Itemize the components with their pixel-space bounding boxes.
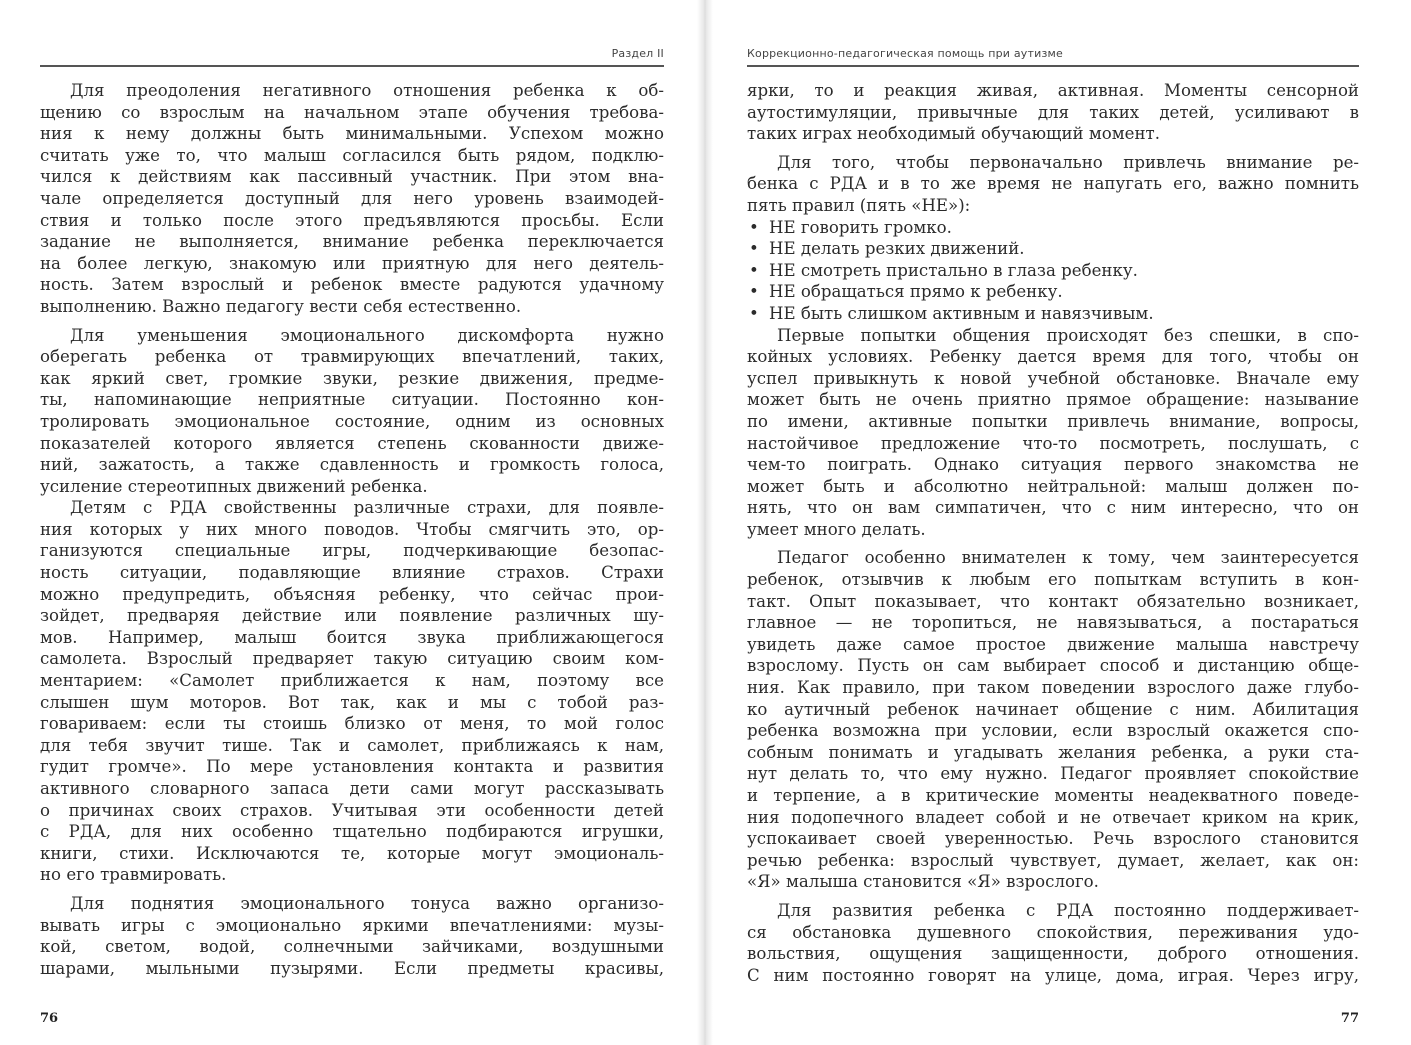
text-line: Для уменьшения эмоционального дискомфорта нужно	[70, 325, 664, 345]
text-line: пять правил (пять «НЕ»):	[747, 195, 971, 215]
text-line: главное — не торопиться, не навязываться, а постараться	[747, 613, 1359, 633]
text-line: ребенок, отзывчив к любым его попыткам вступить в кон-	[747, 570, 1359, 590]
text-line: Для преодоления негативного отношения ребенка к об-	[70, 81, 664, 100]
bullet-icon: •	[749, 260, 759, 280]
text-line: С ним постоянно говорят на улице, дома, играя. Через игру,	[747, 965, 1359, 985]
rule-list-item	[747, 217, 1359, 239]
header-rule	[40, 65, 664, 67]
running-head: Коррекционно-педагогическая помощь при аутизме	[747, 47, 1063, 60]
text-line: мов. Например, малыш боится звука приближающегося	[40, 627, 664, 647]
bullet-icon: •	[749, 282, 759, 302]
text-line: чале определяется доступный для него уровень взаимодей-	[40, 188, 664, 208]
bullet-icon: •	[749, 239, 759, 259]
text-line: успокаивает своей уверенностью. Речь взрослого становится	[747, 829, 1359, 849]
rule-text: НЕ быть слишком активным и навязчивым.	[769, 303, 1154, 323]
text-line: Для поднятия эмоционального тонуса важно организо-	[70, 893, 664, 913]
running-head: Раздел II	[611, 47, 664, 60]
rule-list-item	[747, 260, 1359, 282]
text-line: может быть и абсолютно нейтральной: малыш должен по-	[747, 476, 1359, 496]
text-line: можно предупредить, объясняя ребенку, что сейчас прои-	[40, 584, 664, 604]
text-line: ко аутичный ребенок начинает общение с ним. Абилитация	[747, 699, 1359, 719]
bullet-icon: •	[749, 303, 759, 323]
text-line: ребенка возможна при условии, если взрослый окажется спо-	[747, 721, 1359, 741]
text-line: считать уже то, что малыш согласился быть рядом, подклю-	[40, 145, 664, 165]
text-line: о причинах своих страхов. Учитывая эти особенности детей	[40, 800, 664, 820]
text-line: Для развития ребенка с РДА постоянно поддерживает-	[777, 900, 1359, 920]
text-line: выполнению. Важно педагогу вести себя естественно.	[40, 296, 522, 316]
rule-text: НЕ обращаться прямо к ребенку.	[769, 282, 1063, 302]
text-line: говариваем: если ты стоишь близко от меня, то мой голос	[40, 714, 664, 734]
header-rule	[747, 65, 1359, 67]
text-line: нять, что он вам симпатичен, что с ним интересно, что он	[747, 498, 1359, 518]
text-line: гудит громче». По мере установления контакта и развития	[40, 757, 664, 777]
text-line: «Я» малыша становится «Я» взрослого.	[747, 872, 1099, 892]
page-body	[40, 80, 664, 979]
rule-text: НЕ делать резких движений.	[769, 239, 1025, 259]
text-line: настойчивое предложение что-то посмотреть, послушать, с	[747, 433, 1359, 453]
rule-text: НЕ смотреть пристально в глаза ребенку.	[769, 260, 1138, 280]
text-line: усиление стереотипных движений ребенка.	[40, 476, 428, 496]
text-line: оберегать ребенка от травмирующих впечатлений, таких,	[40, 347, 664, 367]
text-line: Для того, чтобы первоначально привлечь внимание ре-	[777, 152, 1359, 172]
text-line: успел привыкнуть к новой учебной обстановке. Вначале ему	[747, 368, 1359, 388]
text-line: самолета. Взрослый предваряет такую ситуацию своим ком-	[40, 649, 664, 669]
text-line: Детям с РДА свойственны различные страхи, для появле-	[70, 498, 664, 518]
text-line: вывать игры с эмоционально яркими впечатлениями: музы-	[40, 915, 664, 935]
page-number: 77	[1340, 1011, 1359, 1026]
text-line: как яркий свет, громкие звуки, резкие движения, предме-	[40, 368, 664, 388]
text-line: чился к действиям как пассивный участник. При этом вна-	[40, 167, 664, 187]
text-line: и терпение, а в критические моменты неадекватного поведе-	[747, 786, 1359, 805]
left-page	[40, 0, 664, 1045]
text-line: ность. Затем взрослый и ребенок вместе радуются удачному	[40, 275, 664, 295]
text-line: активного словарного запаса дети сами могут рассказывать	[40, 779, 664, 798]
page-number: 76	[40, 1011, 59, 1026]
text-line: ты, напоминающие неприятные ситуации. Постоянно кон-	[40, 390, 664, 410]
text-line: такт. Опыт показывает, что контакт обязательно возникает,	[747, 591, 1359, 611]
rule-list-item	[747, 238, 1359, 260]
text-line: ния. Как правило, при таком поведении взрослого даже глубо-	[747, 678, 1359, 698]
text-line: Педагог особенно внимателен к тому, чем заинтересуется	[777, 548, 1359, 568]
text-line: щению со взрослым на начальном этапе обучения требова-	[40, 102, 664, 122]
text-line: тролировать эмоциональное состояние, одним из основных	[40, 411, 664, 431]
text-line: речью ребенка: взрослый чувствует, думает, желает, как он:	[747, 850, 1359, 870]
text-line: ния к нему должны быть минимальными. Успехом можно	[40, 124, 664, 144]
text-line: ствия и только после этого предъявляются просьбы. Если	[40, 210, 664, 230]
text-line: чем-то поиграть. Однако ситуация первого знакомства не	[747, 455, 1359, 475]
right-page	[747, 0, 1359, 1045]
text-line: с РДА, для них особенно тщательно подбираются игрушки,	[40, 822, 664, 842]
text-line: аутостимуляции, привычные для таких детей, усиливают в	[747, 102, 1359, 122]
text-line: вольствия, ощущения защищенности, доброго отношения.	[747, 944, 1359, 964]
text-line: ся обстановка душевного спокойствия, переживания удо-	[747, 922, 1359, 942]
text-line: ментарием: «Самолет приближается к нам, поэтому все	[40, 671, 664, 691]
text-line: умеет много делать.	[747, 519, 926, 539]
text-line: бенка с РДА и в то же время не напугать его, важно помнить	[747, 174, 1359, 194]
text-line: взрослому. Пусть он сам выбирает способ и дистанцию обще-	[747, 656, 1359, 676]
text-line: слышен шум моторов. Вот так, как и мы с тобой раз-	[40, 692, 664, 712]
text-line: на более легкую, знакомую или приятную для него деятель-	[40, 253, 664, 273]
text-line: кой, светом, водой, солнечными зайчиками, воздушными	[40, 937, 664, 957]
text-line: ярки, то и реакция живая, активная. Моменты сенсорной	[747, 81, 1359, 100]
text-line: может быть не очень приятно прямое обращение: называние	[747, 390, 1359, 410]
text-line: ганизуются специальные игры, подчеркивающие безопас-	[40, 541, 664, 561]
text-line: по имени, активные попытки привлечь внимание, вопросы,	[747, 411, 1359, 431]
text-line: таких играх необходимый обучающий момент.	[747, 124, 1160, 144]
text-line: ния подопечного владеет собой и не отвечает криком на крик,	[747, 807, 1359, 827]
rule-list-item	[747, 303, 1359, 325]
page-body	[747, 80, 1359, 986]
text-line: шарами, мыльными пузырями. Если предметы красивы,	[40, 958, 664, 978]
text-line: зойдет, предваряя действие или появление различных шу-	[40, 606, 664, 626]
rule-list-item	[747, 281, 1359, 303]
text-line: книги, стихи. Исключаются те, которые могут эмоциональ-	[40, 843, 664, 863]
text-line: ность ситуации, подавляющие влияние страхов. Страхи	[40, 563, 664, 583]
text-line: ний, зажатость, а также сдавленность и громкость голоса,	[40, 455, 664, 475]
text-line: показателей которого является степень скованности движе-	[40, 433, 664, 453]
text-line: койных условиях. Ребенку дается время для того, чтобы он	[747, 347, 1359, 367]
rule-text: НЕ говорить громко.	[769, 217, 952, 237]
text-line: собным понимать и угадывать желания ребенка, а руки ста-	[747, 742, 1359, 762]
book-spine	[697, 0, 713, 1045]
text-line: увидеть даже самое простое движение малыша навстречу	[747, 634, 1359, 654]
text-line: ния которых у них много поводов. Чтобы смягчить это, ор-	[40, 519, 664, 539]
text-line: но его травмировать.	[40, 865, 227, 885]
text-line: задание не выполняется, внимание ребенка переключается	[40, 232, 664, 252]
text-line: для тебя звучит тише. Так и самолет, приближаясь к нам,	[40, 735, 664, 755]
bullet-icon: •	[749, 217, 759, 237]
text-line: нут делать то, что ему нужно. Педагог проявляет спокойствие	[747, 764, 1359, 784]
text-line: Первые попытки общения происходят без спешки, в спо-	[777, 325, 1359, 345]
